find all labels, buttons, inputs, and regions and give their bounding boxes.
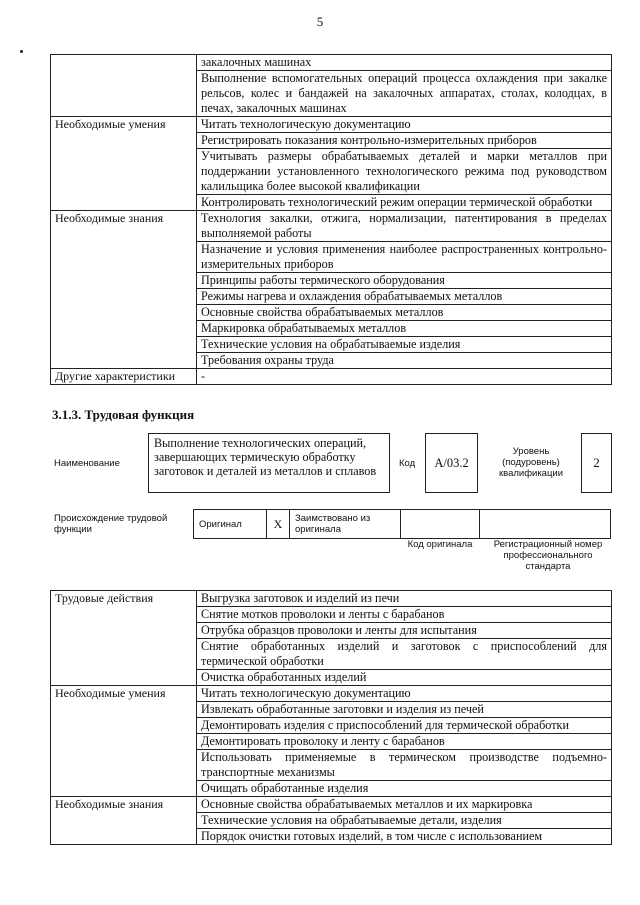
row-header: Необходимые умения [51, 117, 197, 211]
row-header [51, 55, 197, 117]
row-item: Технология закалки, отжига, нормализации, патентирования в пределах выполняемой работы [197, 211, 612, 242]
row-item: Учитывать размеры обрабатываемых деталей и марки металлов при поддержании установленного технологического режима под руководством калильщика более высокой квалификации [197, 149, 612, 195]
row-header: Необходимые знания [51, 797, 197, 845]
table-row [51, 686, 612, 702]
registration-number-cell [480, 510, 611, 539]
row-item: Снятие мотков проволоки и ленты с барабанов [197, 607, 612, 623]
row-item: Демонтировать изделия с приспособлений для термической обработки [197, 718, 612, 734]
table-row [51, 797, 612, 813]
table-row [51, 211, 612, 242]
table-row [51, 591, 612, 607]
row-item: Очистка обработанных изделий [197, 670, 612, 686]
row-item: Читать технологическую документацию [197, 686, 612, 702]
row-item: Основные свойства обрабатываемых металлов [197, 305, 612, 321]
original-mark: X [267, 510, 290, 539]
row-item: - [197, 369, 612, 385]
function-name-field: Выполнение технологических операций, завершающих термическую обработку заготовок и деталей из металлов и сплавов [148, 433, 390, 493]
origin-table [193, 509, 611, 539]
borrowed-cell: Заимствовано из оригинала [290, 510, 401, 539]
row-item: Отрубка образцов проволоки и ленты для испытания [197, 623, 612, 639]
row-header: Другие характеристики [51, 369, 197, 385]
bottom-requirements-table [50, 590, 612, 845]
row-header: Необходимые умения [51, 686, 197, 797]
top-requirements-table [50, 54, 612, 385]
table-row [51, 117, 612, 133]
scan-speck [20, 50, 23, 53]
row-item: Демонтировать проволоку и ленту с барабанов [197, 734, 612, 750]
table-row [51, 55, 612, 71]
table-row [51, 369, 612, 385]
level-label: Уровень (подуровень) квалификации [498, 446, 564, 479]
original-cell: Оригинал [194, 510, 267, 539]
row-item: Требования охраны труда [197, 353, 612, 369]
row-item: Регистрировать показания контрольно-измерительных приборов [197, 133, 612, 149]
origin-label: Происхождение трудовой функции [54, 513, 168, 535]
code-label: Код [399, 458, 416, 469]
row-item: Основные свойства обрабатываемых металлов и их маркировка [197, 797, 612, 813]
row-item: Назначение и условия применения наиболее распространенных контрольно-измерительных приборов [197, 242, 612, 273]
row-item: Порядок очистки готовых изделий, в том числе с использованием [197, 829, 612, 845]
original-code-cell [401, 510, 480, 539]
row-item: Принципы работы термического оборудования [197, 273, 612, 289]
page-number: 5 [316, 14, 324, 29]
row-item: Извлекать обработанные заготовки и изделия из печей [197, 702, 612, 718]
name-label: Наименование [54, 458, 120, 469]
row-header: Необходимые знания [51, 211, 197, 369]
function-code-field: А/03.2 [425, 433, 478, 493]
row-item: Маркировка обрабатываемых металлов [197, 321, 612, 337]
row-item: Читать технологическую документацию [197, 117, 612, 133]
row-item: закалочных машинах [197, 55, 612, 71]
level-value-field: 2 [581, 433, 612, 493]
section-title: 3.1.3. Трудовая функция [52, 407, 195, 422]
row-item: Снятие обработанных изделий и заготовок с приспособлений для термической обработки [197, 639, 612, 670]
registration-caption: Регистрационный номер профессионального стандарта [493, 539, 603, 572]
row-header: Трудовые действия [51, 591, 197, 686]
row-item: Выполнение вспомогательных операций процесса охлаждения при закалке рельсов, колес и бандажей на закалочных аппаратах, столах, колодцах, в печах, закалочных машинах [197, 71, 612, 117]
row-item: Очищать обработанные изделия [197, 781, 612, 797]
row-item: Выгрузка заготовок и изделий из печи [197, 591, 612, 607]
row-item: Режимы нагрева и охлаждения обрабатываемых металлов [197, 289, 612, 305]
row-item: Технические условия на обрабатываемые изделия [197, 337, 612, 353]
row-item: Контролировать технологический режим операции термической обработки [197, 195, 612, 211]
row-item: Использовать применяемые в термическом производстве подъемно-транспортные механизмы [197, 750, 612, 781]
code-caption: Код оригинала [407, 539, 473, 550]
row-item: Технические условия на обрабатываемые детали, изделия [197, 813, 612, 829]
